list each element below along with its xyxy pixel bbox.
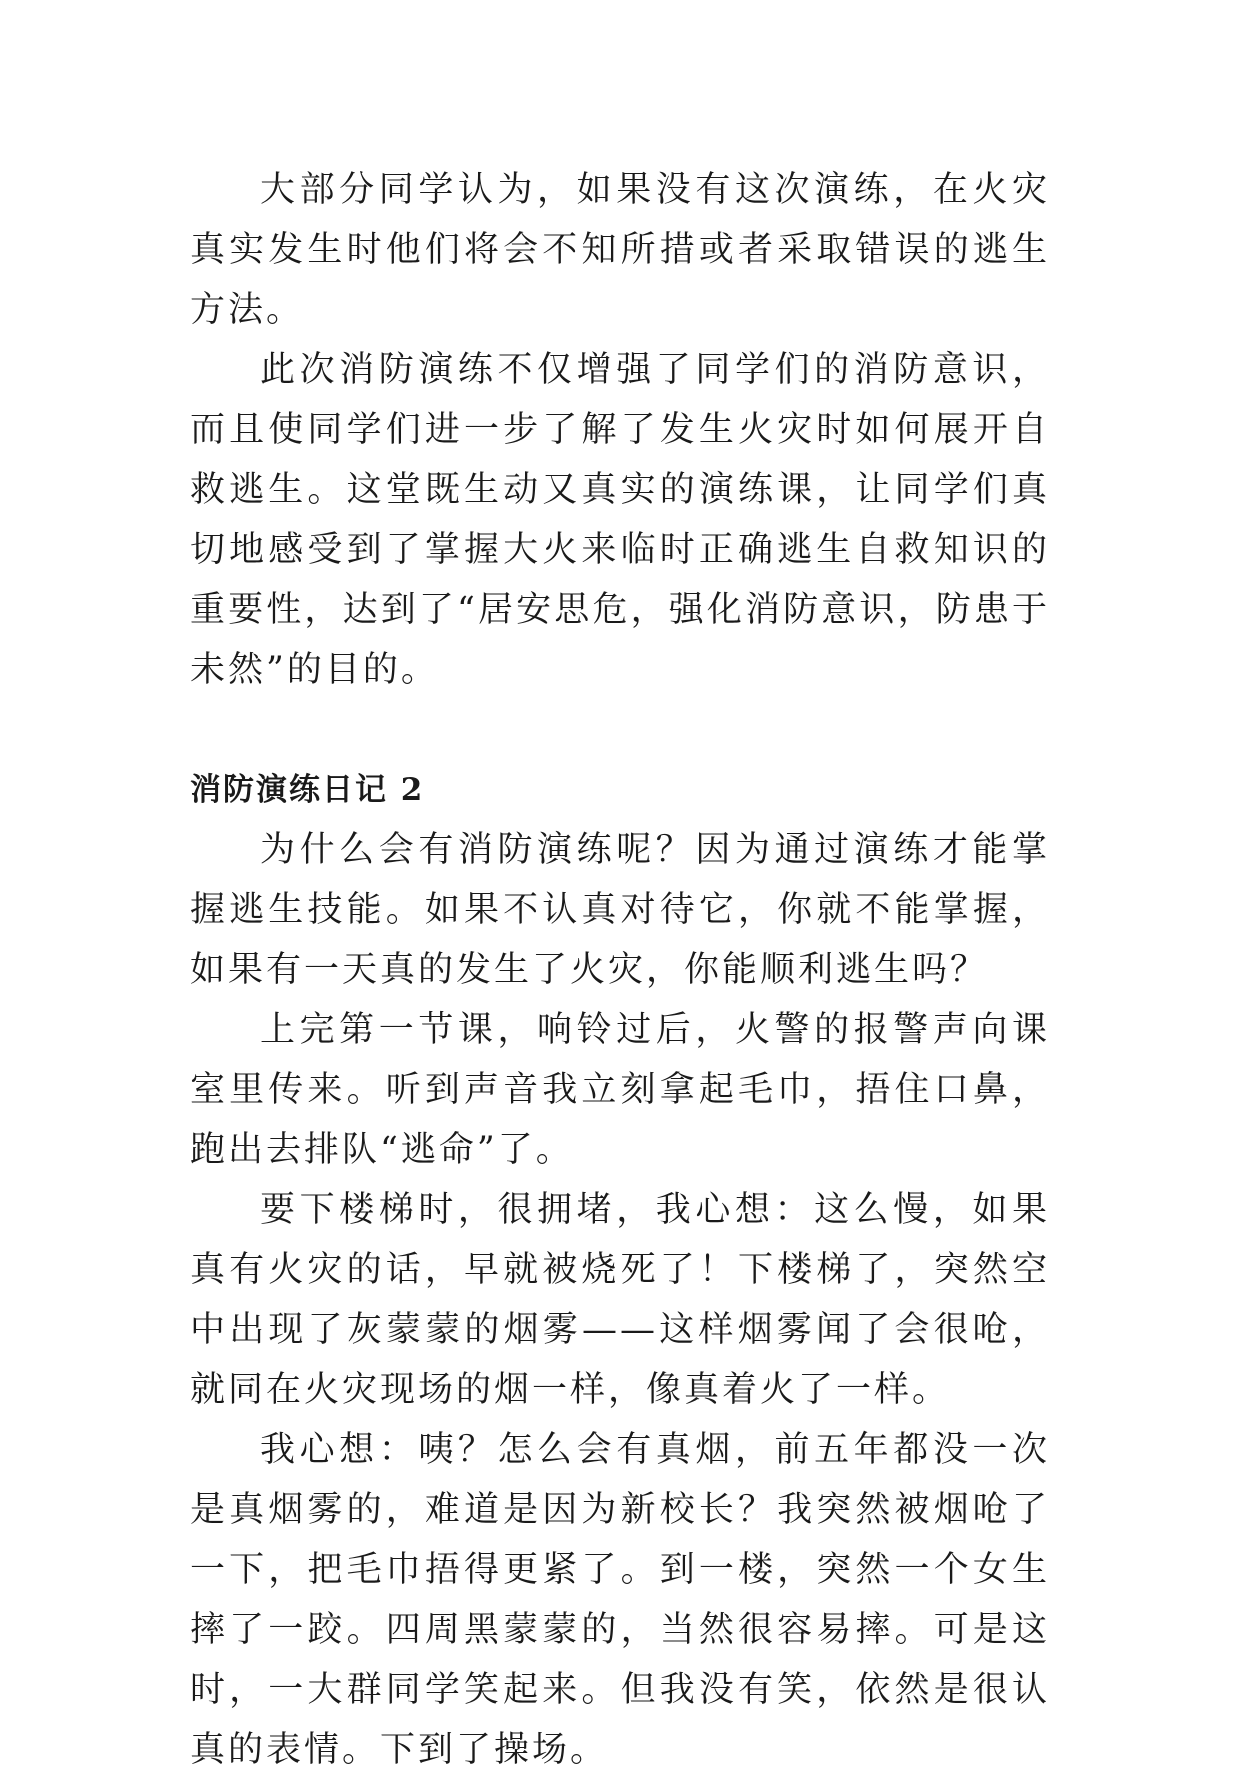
paragraph: 大部分同学认为，如果没有这次演练，在火灾真实发生时他们将会不知所措或者采取错误的逃生方法。 [190,170,1050,330]
section-heading: 消防演练日记 2 [190,772,425,808]
paragraph: 要下楼梯时，很拥堵，我心想：这么慢，如果真有火灾的话，早就被烧死了！下楼梯了，突然空中出现了灰蒙蒙的烟雾——这样烟雾闻了会很呛，就同在火灾现场的烟一样，像真着火了一样。 [190,1190,1050,1410]
paragraph: 我心想：咦？怎么会有真烟，前五年都没一次是真烟雾的，难道是因为新校长？我突然被烟呛了一下，把毛巾捂得更紧了。到一楼，突然一个女生摔了一跤。四周黑蒙蒙的，当然很容易摔。可是这时，一大群同学笑起来。但我没有笑，依然是很认真的表情。下到了操场。 [190,1430,1050,1770]
paragraph: 上完第一节课，响铃过后，火警的报警声向课室里传来。听到声音我立刻拿起毛巾，捂住口鼻，跑出去排队“逃命”了。 [190,1010,1050,1170]
paragraph: 为什么会有消防演练呢？因为通过演练才能掌握逃生技能。如果不认真对待它，你就不能掌握，如果有一天真的发生了火灾，你能顺利逃生吗？ [190,830,1050,990]
document-body [190,160,1050,1780]
paragraph: 此次消防演练不仅增强了同学们的消防意识，而且使同学们进一步了解了发生火灾时如何展开自救逃生。这堂既生动又真实的演练课，让同学们真切地感受到了掌握大火来临时正确逃生自救知识的重要性，达到了“居安思危，强化消防意识，防患于未然”的目的。 [190,350,1050,690]
